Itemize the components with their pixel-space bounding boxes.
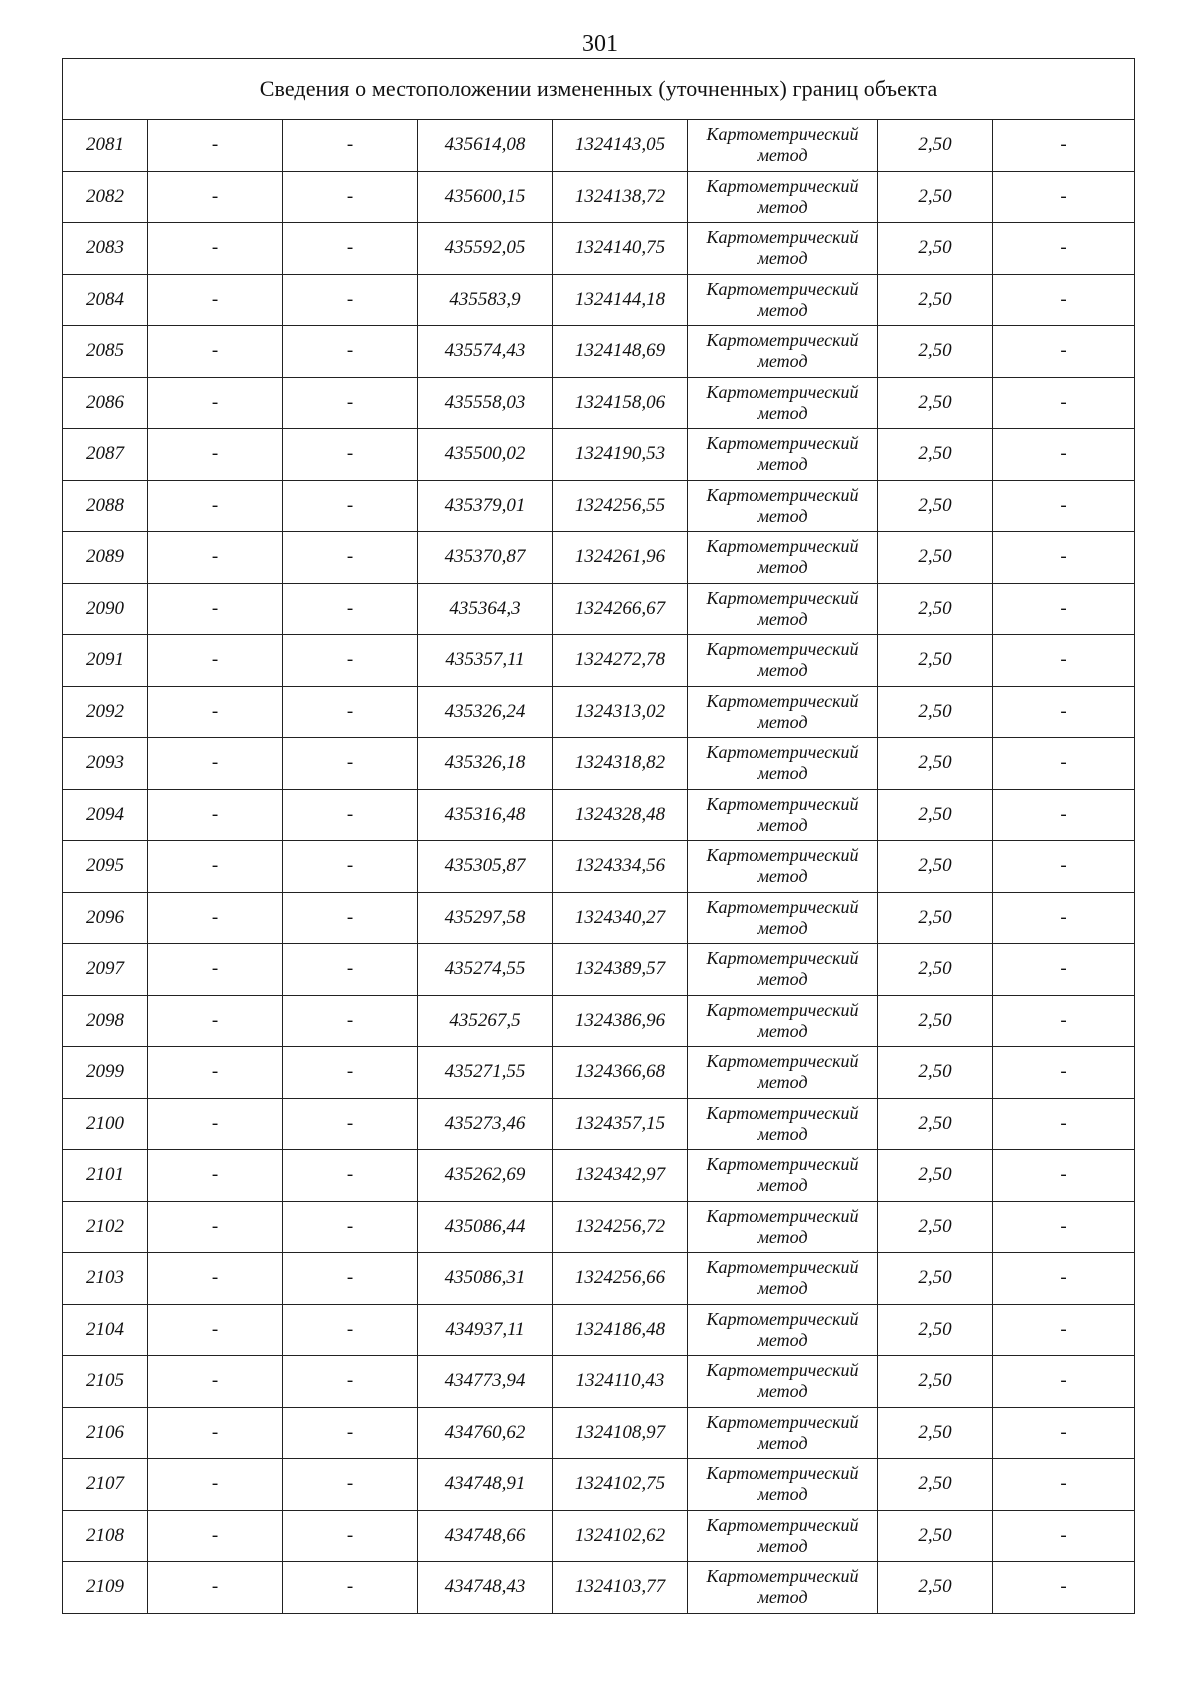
existing-x-cell: - <box>148 1356 283 1408</box>
existing-x-cell: - <box>148 223 283 275</box>
existing-x-cell: - <box>148 1562 283 1614</box>
existing-y-cell: - <box>283 1098 418 1150</box>
existing-y-cell: - <box>283 841 418 893</box>
existing-x-cell: - <box>148 1459 283 1511</box>
description-cell: - <box>993 1459 1135 1511</box>
description-cell: - <box>993 171 1135 223</box>
existing-y-cell: - <box>283 789 418 841</box>
existing-y-cell: - <box>283 1510 418 1562</box>
description-cell: - <box>993 583 1135 635</box>
description-cell: - <box>993 995 1135 1047</box>
method-cell: Картометрический метод <box>688 635 878 687</box>
accuracy-cell: 2,50 <box>878 120 993 172</box>
y-coordinate-cell: 1324357,15 <box>553 1098 688 1150</box>
point-number-cell: 2099 <box>63 1047 148 1099</box>
table-row <box>63 1459 1135 1511</box>
existing-y-cell: - <box>283 429 418 481</box>
method-cell: Картометрический метод <box>688 1201 878 1253</box>
table-row <box>63 583 1135 635</box>
x-coordinate-cell: 434748,43 <box>418 1562 553 1614</box>
existing-x-cell: - <box>148 892 283 944</box>
existing-y-cell: - <box>283 1562 418 1614</box>
existing-x-cell: - <box>148 1304 283 1356</box>
y-coordinate-cell: 1324190,53 <box>553 429 688 481</box>
table-row <box>63 892 1135 944</box>
table-row <box>63 274 1135 326</box>
point-number-cell: 2081 <box>63 120 148 172</box>
page-number: 301 <box>582 31 618 57</box>
x-coordinate-cell: 434760,62 <box>418 1407 553 1459</box>
accuracy-cell: 2,50 <box>878 1098 993 1150</box>
description-cell: - <box>993 377 1135 429</box>
method-cell: Картометрический метод <box>688 480 878 532</box>
accuracy-cell: 2,50 <box>878 944 993 996</box>
method-cell: Картометрический метод <box>688 1407 878 1459</box>
point-number-cell: 2107 <box>63 1459 148 1511</box>
y-coordinate-cell: 1324340,27 <box>553 892 688 944</box>
existing-x-cell: - <box>148 738 283 790</box>
accuracy-cell: 2,50 <box>878 738 993 790</box>
table-row <box>63 429 1135 481</box>
point-number-cell: 2083 <box>63 223 148 275</box>
x-coordinate-cell: 435273,46 <box>418 1098 553 1150</box>
point-number-cell: 2101 <box>63 1150 148 1202</box>
existing-x-cell: - <box>148 326 283 378</box>
point-number-cell: 2102 <box>63 1201 148 1253</box>
x-coordinate-cell: 435379,01 <box>418 480 553 532</box>
method-cell: Картометрический метод <box>688 583 878 635</box>
table-row <box>63 738 1135 790</box>
point-number-cell: 2100 <box>63 1098 148 1150</box>
method-cell: Картометрический метод <box>688 326 878 378</box>
accuracy-cell: 2,50 <box>878 1304 993 1356</box>
method-cell: Картометрический метод <box>688 223 878 275</box>
point-number-cell: 2082 <box>63 171 148 223</box>
y-coordinate-cell: 1324318,82 <box>553 738 688 790</box>
accuracy-cell: 2,50 <box>878 1459 993 1511</box>
point-number-cell: 2106 <box>63 1407 148 1459</box>
method-cell: Картометрический метод <box>688 892 878 944</box>
point-number-cell: 2095 <box>63 841 148 893</box>
existing-x-cell: - <box>148 1253 283 1305</box>
existing-y-cell: - <box>283 944 418 996</box>
x-coordinate-cell: 435357,11 <box>418 635 553 687</box>
existing-x-cell: - <box>148 480 283 532</box>
y-coordinate-cell: 1324140,75 <box>553 223 688 275</box>
method-cell: Картометрический метод <box>688 841 878 893</box>
table-row <box>63 1562 1135 1614</box>
method-cell: Картометрический метод <box>688 171 878 223</box>
description-cell: - <box>993 120 1135 172</box>
table-row <box>63 944 1135 996</box>
existing-y-cell: - <box>283 274 418 326</box>
method-cell: Картометрический метод <box>688 532 878 584</box>
existing-x-cell: - <box>148 1098 283 1150</box>
x-coordinate-cell: 435500,02 <box>418 429 553 481</box>
y-coordinate-cell: 1324261,96 <box>553 532 688 584</box>
x-coordinate-cell: 435370,87 <box>418 532 553 584</box>
existing-y-cell: - <box>283 1304 418 1356</box>
table-row <box>63 532 1135 584</box>
accuracy-cell: 2,50 <box>878 429 993 481</box>
method-cell: Картометрический метод <box>688 377 878 429</box>
y-coordinate-cell: 1324386,96 <box>553 995 688 1047</box>
accuracy-cell: 2,50 <box>878 1356 993 1408</box>
method-cell: Картометрический метод <box>688 944 878 996</box>
table-row <box>63 1098 1135 1150</box>
point-number-cell: 2086 <box>63 377 148 429</box>
y-coordinate-cell: 1324256,72 <box>553 1201 688 1253</box>
table-row <box>63 120 1135 172</box>
accuracy-cell: 2,50 <box>878 1201 993 1253</box>
existing-y-cell: - <box>283 995 418 1047</box>
existing-x-cell: - <box>148 532 283 584</box>
point-number-cell: 2087 <box>63 429 148 481</box>
accuracy-cell: 2,50 <box>878 686 993 738</box>
method-cell: Картометрический метод <box>688 995 878 1047</box>
x-coordinate-cell: 435274,55 <box>418 944 553 996</box>
y-coordinate-cell: 1324186,48 <box>553 1304 688 1356</box>
accuracy-cell: 2,50 <box>878 1407 993 1459</box>
x-coordinate-cell: 434937,11 <box>418 1304 553 1356</box>
point-number-cell: 2105 <box>63 1356 148 1408</box>
existing-x-cell: - <box>148 171 283 223</box>
description-cell: - <box>993 274 1135 326</box>
description-cell: - <box>993 686 1135 738</box>
existing-y-cell: - <box>283 120 418 172</box>
method-cell: Картометрический метод <box>688 1459 878 1511</box>
existing-y-cell: - <box>283 686 418 738</box>
y-coordinate-cell: 1324366,68 <box>553 1047 688 1099</box>
point-number-cell: 2090 <box>63 583 148 635</box>
table-row <box>63 171 1135 223</box>
point-number-cell: 2097 <box>63 944 148 996</box>
table-row <box>63 480 1135 532</box>
existing-x-cell: - <box>148 944 283 996</box>
table-row <box>63 1304 1135 1356</box>
accuracy-cell: 2,50 <box>878 223 993 275</box>
y-coordinate-cell: 1324256,55 <box>553 480 688 532</box>
table-row <box>63 377 1135 429</box>
table-row <box>63 1510 1135 1562</box>
accuracy-cell: 2,50 <box>878 583 993 635</box>
existing-y-cell: - <box>283 1459 418 1511</box>
x-coordinate-cell: 435262,69 <box>418 1150 553 1202</box>
table-body <box>63 120 1135 1614</box>
y-coordinate-cell: 1324144,18 <box>553 274 688 326</box>
x-coordinate-cell: 434748,66 <box>418 1510 553 1562</box>
x-coordinate-cell: 435267,5 <box>418 995 553 1047</box>
y-coordinate-cell: 1324108,97 <box>553 1407 688 1459</box>
description-cell: - <box>993 223 1135 275</box>
accuracy-cell: 2,50 <box>878 635 993 687</box>
table-row <box>63 635 1135 687</box>
accuracy-cell: 2,50 <box>878 1510 993 1562</box>
x-coordinate-cell: 435305,87 <box>418 841 553 893</box>
table-row <box>63 1047 1135 1099</box>
accuracy-cell: 2,50 <box>878 789 993 841</box>
existing-y-cell: - <box>283 171 418 223</box>
x-coordinate-cell: 435614,08 <box>418 120 553 172</box>
table-row <box>63 1253 1135 1305</box>
existing-x-cell: - <box>148 1047 283 1099</box>
existing-y-cell: - <box>283 223 418 275</box>
accuracy-cell: 2,50 <box>878 1253 993 1305</box>
description-cell: - <box>993 841 1135 893</box>
y-coordinate-cell: 1324103,77 <box>553 1562 688 1614</box>
existing-y-cell: - <box>283 1047 418 1099</box>
existing-y-cell: - <box>283 532 418 584</box>
point-number-cell: 2091 <box>63 635 148 687</box>
y-coordinate-cell: 1324158,06 <box>553 377 688 429</box>
description-cell: - <box>993 944 1135 996</box>
point-number-cell: 2104 <box>63 1304 148 1356</box>
x-coordinate-cell: 435326,24 <box>418 686 553 738</box>
point-number-cell: 2094 <box>63 789 148 841</box>
method-cell: Картометрический метод <box>688 1253 878 1305</box>
x-coordinate-cell: 435316,48 <box>418 789 553 841</box>
method-cell: Картометрический метод <box>688 274 878 326</box>
point-number-cell: 2084 <box>63 274 148 326</box>
y-coordinate-cell: 1324389,57 <box>553 944 688 996</box>
method-cell: Картометрический метод <box>688 738 878 790</box>
x-coordinate-cell: 435574,43 <box>418 326 553 378</box>
existing-x-cell: - <box>148 635 283 687</box>
method-cell: Картометрический метод <box>688 789 878 841</box>
method-cell: Картометрический метод <box>688 1150 878 1202</box>
description-cell: - <box>993 532 1135 584</box>
point-number-cell: 2109 <box>63 1562 148 1614</box>
x-coordinate-cell: 435592,05 <box>418 223 553 275</box>
existing-x-cell: - <box>148 1407 283 1459</box>
point-number-cell: 2085 <box>63 326 148 378</box>
y-coordinate-cell: 1324342,97 <box>553 1150 688 1202</box>
description-cell: - <box>993 480 1135 532</box>
x-coordinate-cell: 434748,91 <box>418 1459 553 1511</box>
x-coordinate-cell: 435558,03 <box>418 377 553 429</box>
point-number-cell: 2088 <box>63 480 148 532</box>
x-coordinate-cell: 435326,18 <box>418 738 553 790</box>
existing-y-cell: - <box>283 583 418 635</box>
existing-x-cell: - <box>148 789 283 841</box>
table-caption: Сведения о местоположении измененных (уточненных) границ объекта <box>63 59 1135 120</box>
y-coordinate-cell: 1324143,05 <box>553 120 688 172</box>
point-number-cell: 2089 <box>63 532 148 584</box>
method-cell: Картометрический метод <box>688 120 878 172</box>
y-coordinate-cell: 1324102,75 <box>553 1459 688 1511</box>
table-row <box>63 1150 1135 1202</box>
existing-y-cell: - <box>283 1150 418 1202</box>
point-number-cell: 2096 <box>63 892 148 944</box>
existing-x-cell: - <box>148 995 283 1047</box>
description-cell: - <box>993 635 1135 687</box>
accuracy-cell: 2,50 <box>878 274 993 326</box>
y-coordinate-cell: 1324110,43 <box>553 1356 688 1408</box>
accuracy-cell: 2,50 <box>878 326 993 378</box>
existing-y-cell: - <box>283 635 418 687</box>
x-coordinate-cell: 435271,55 <box>418 1047 553 1099</box>
table-row <box>63 1356 1135 1408</box>
description-cell: - <box>993 1098 1135 1150</box>
existing-x-cell: - <box>148 274 283 326</box>
method-cell: Картометрический метод <box>688 1510 878 1562</box>
point-number-cell: 2092 <box>63 686 148 738</box>
accuracy-cell: 2,50 <box>878 480 993 532</box>
existing-x-cell: - <box>148 429 283 481</box>
table-row <box>63 789 1135 841</box>
description-cell: - <box>993 1201 1135 1253</box>
x-coordinate-cell: 435297,58 <box>418 892 553 944</box>
existing-y-cell: - <box>283 1253 418 1305</box>
table-row <box>63 995 1135 1047</box>
x-coordinate-cell: 434773,94 <box>418 1356 553 1408</box>
existing-x-cell: - <box>148 841 283 893</box>
table-row <box>63 686 1135 738</box>
existing-y-cell: - <box>283 738 418 790</box>
description-cell: - <box>993 892 1135 944</box>
existing-y-cell: - <box>283 326 418 378</box>
method-cell: Картометрический метод <box>688 429 878 481</box>
table-row <box>63 326 1135 378</box>
x-coordinate-cell: 435600,15 <box>418 171 553 223</box>
existing-x-cell: - <box>148 1150 283 1202</box>
existing-x-cell: - <box>148 686 283 738</box>
point-number-cell: 2098 <box>63 995 148 1047</box>
existing-y-cell: - <box>283 1356 418 1408</box>
point-number-cell: 2103 <box>63 1253 148 1305</box>
existing-y-cell: - <box>283 377 418 429</box>
existing-x-cell: - <box>148 120 283 172</box>
accuracy-cell: 2,50 <box>878 1150 993 1202</box>
accuracy-cell: 2,50 <box>878 377 993 429</box>
y-coordinate-cell: 1324266,67 <box>553 583 688 635</box>
method-cell: Картометрический метод <box>688 1356 878 1408</box>
y-coordinate-cell: 1324313,02 <box>553 686 688 738</box>
method-cell: Картометрический метод <box>688 1098 878 1150</box>
y-coordinate-cell: 1324138,72 <box>553 171 688 223</box>
table-row <box>63 1407 1135 1459</box>
x-coordinate-cell: 435086,44 <box>418 1201 553 1253</box>
accuracy-cell: 2,50 <box>878 1562 993 1614</box>
x-coordinate-cell: 435086,31 <box>418 1253 553 1305</box>
table-row <box>63 223 1135 275</box>
boundary-coordinates-table <box>62 58 1135 1614</box>
description-cell: - <box>993 1150 1135 1202</box>
description-cell: - <box>993 1510 1135 1562</box>
table-row <box>63 1201 1135 1253</box>
existing-y-cell: - <box>283 1201 418 1253</box>
table-row <box>63 841 1135 893</box>
existing-x-cell: - <box>148 1510 283 1562</box>
point-number-cell: 2093 <box>63 738 148 790</box>
accuracy-cell: 2,50 <box>878 841 993 893</box>
x-coordinate-cell: 435364,3 <box>418 583 553 635</box>
x-coordinate-cell: 435583,9 <box>418 274 553 326</box>
accuracy-cell: 2,50 <box>878 1047 993 1099</box>
y-coordinate-cell: 1324256,66 <box>553 1253 688 1305</box>
method-cell: Картометрический метод <box>688 686 878 738</box>
y-coordinate-cell: 1324334,56 <box>553 841 688 893</box>
description-cell: - <box>993 1562 1135 1614</box>
description-cell: - <box>993 326 1135 378</box>
method-cell: Картометрический метод <box>688 1047 878 1099</box>
existing-y-cell: - <box>283 892 418 944</box>
description-cell: - <box>993 1407 1135 1459</box>
y-coordinate-cell: 1324102,62 <box>553 1510 688 1562</box>
description-cell: - <box>993 1304 1135 1356</box>
y-coordinate-cell: 1324272,78 <box>553 635 688 687</box>
description-cell: - <box>993 429 1135 481</box>
accuracy-cell: 2,50 <box>878 892 993 944</box>
point-number-cell: 2108 <box>63 1510 148 1562</box>
accuracy-cell: 2,50 <box>878 171 993 223</box>
description-cell: - <box>993 1047 1135 1099</box>
description-cell: - <box>993 789 1135 841</box>
method-cell: Картометрический метод <box>688 1304 878 1356</box>
existing-x-cell: - <box>148 377 283 429</box>
method-cell: Картометрический метод <box>688 1562 878 1614</box>
y-coordinate-cell: 1324148,69 <box>553 326 688 378</box>
description-cell: - <box>993 1253 1135 1305</box>
existing-y-cell: - <box>283 480 418 532</box>
existing-x-cell: - <box>148 583 283 635</box>
existing-x-cell: - <box>148 1201 283 1253</box>
description-cell: - <box>993 738 1135 790</box>
accuracy-cell: 2,50 <box>878 995 993 1047</box>
description-cell: - <box>993 1356 1135 1408</box>
existing-y-cell: - <box>283 1407 418 1459</box>
accuracy-cell: 2,50 <box>878 532 993 584</box>
y-coordinate-cell: 1324328,48 <box>553 789 688 841</box>
